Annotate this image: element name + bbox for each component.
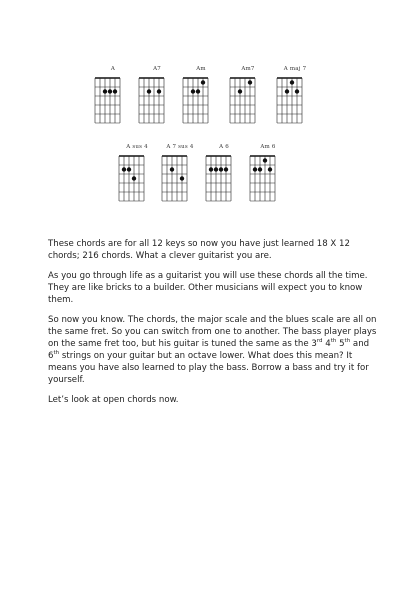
chord-diagram-a7 [137,66,177,136]
chord-name: A 7 sus 4 [166,144,194,150]
chord-diagram-am7 [228,66,268,136]
chord-name: A maj 7 [283,66,307,72]
chord-name: Am 6 [260,144,276,150]
chord-name: A 6 [219,144,229,150]
fretboard-grid [228,76,258,124]
finger-dot [214,167,218,171]
chord-row-2 [0,144,420,224]
finger-dot [196,89,200,93]
chord-name: A sus 4 [126,144,148,150]
fretboard-grid [137,76,167,124]
fretboard-grid [275,76,305,124]
chord-diagram-asus4 [117,144,157,214]
finger-dot [285,89,289,93]
chord-diagram-a [93,66,133,136]
finger-dot [219,167,223,171]
superscript: th [344,338,351,345]
finger-dot [268,167,272,171]
finger-dot [170,167,174,171]
chord-diagram-amaj7 [275,66,315,136]
finger-dot [132,176,136,180]
finger-dot [248,80,252,84]
paragraph-2: As you go through life as a guitarist you will use these chords all the time. They are like bricks to a builder. Other musicians will expect you to know them. [48,271,368,305]
chord-name: Am7 [241,66,255,72]
finger-dot [253,167,257,171]
text-run: strings on your guitar but an octave lower. What does this mean? It means you have also learned to play the bass. Borrow a bass and try it for yourself. [48,351,369,385]
finger-dot [127,167,131,171]
chord-diagram-am [181,66,221,136]
finger-dot [224,167,228,171]
finger-dot [295,89,299,93]
paragraph-3 [48,314,378,386]
body-text [48,238,378,414]
finger-dot [258,167,262,171]
chord-diagram-a6 [204,144,244,214]
chord-name: A [110,66,116,72]
finger-dot [157,89,161,93]
chord-diagram-am6 [248,144,288,214]
finger-dot [201,80,205,84]
chord-row-1 [0,66,420,146]
superscript: rd [316,338,323,345]
superscript: th [330,338,337,345]
fretboard-grid [117,154,147,202]
fretboard-grid [181,76,211,124]
text-run: and 6 [48,339,370,361]
finger-dot [108,89,112,93]
finger-dot [290,80,294,84]
chord-name: Am [196,66,206,72]
finger-dot [147,89,151,93]
finger-dot [122,167,126,171]
paragraph-1: These chords are for all 12 keys so now you have just learned 18 X 12 chords; 216 chords. What a clever guitarist you are. [48,239,350,261]
superscript: th [53,350,60,357]
finger-dot [263,158,267,162]
finger-dot [103,89,107,93]
paragraph-4: Let’s look at open chords now. [48,395,179,405]
text-run: So now you know. The chords, the major scale and the blues scale are all on the same fret. So you can switch from one to another. The bass player plays on the same fret too, but his guitar is tuned the same as the 3 [48,315,377,349]
fretboard-grid [204,154,234,202]
fretboard-grid [93,76,123,124]
chord-name: A7 [153,66,161,72]
finger-dot [238,89,242,93]
finger-dot [180,176,184,180]
finger-dot [113,89,117,93]
finger-dot [191,89,195,93]
fretboard-grid [160,154,190,202]
finger-dot [209,167,213,171]
chord-diagram-a7sus4 [160,144,200,214]
fretboard-grid [248,154,278,202]
text-run: 5 [336,339,345,349]
text-run: 4 [322,339,331,349]
